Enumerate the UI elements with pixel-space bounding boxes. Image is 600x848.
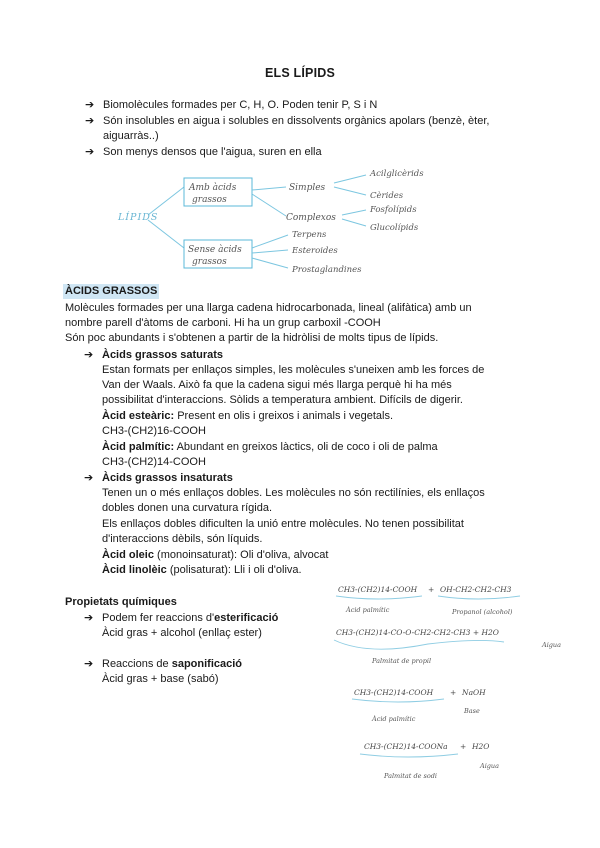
diagram-root: LÍPIDS — [118, 212, 159, 223]
acids-para-3: Són poc abundants i s'obtenen a partir de la hidròlisi de molts tipus de lípids. — [65, 332, 439, 344]
bullet-arrow-icon: ➔ — [84, 612, 94, 624]
s2-plus: + — [460, 742, 467, 751]
diagram-terpens: Terpens — [292, 230, 327, 240]
acids-para-1: Molècules formades per una llarga cadena hidrocarbonada, lineal (alifàtica) amb un — [65, 302, 472, 314]
diagram-line — [342, 219, 366, 226]
s2-water-label: Aigua — [480, 762, 499, 770]
insaturats-line-4: d'interaccions dèbils, són líquids. — [102, 533, 263, 545]
insaturats-line-3: Els enllaços dobles dificulten la unió entre molècules. No tenen possibilitat — [102, 518, 464, 530]
r1-label-left: Àcid palmític — [346, 606, 390, 614]
diagram-sense-2: grassos — [192, 257, 227, 267]
intro-bullet-3: Son menys densos que l'aigua, suren en ella — [103, 146, 322, 158]
saponificacio-pre: Reaccions de — [102, 658, 172, 670]
saponificacio-line — [102, 657, 242, 672]
s2-water: H2O — [472, 742, 490, 751]
estearic-label: Àcid esteàric: — [102, 410, 175, 422]
diagram-amb-2: grassos — [192, 195, 227, 205]
estearic-text: Present en olis i greixos i animals i vegetals. — [174, 410, 394, 422]
diagram-prostaglandines: Prostaglandines — [292, 265, 362, 275]
diagram-simples: Simples — [289, 183, 326, 193]
diagram-line — [252, 235, 288, 248]
intro-bullet-1: Biomolècules formades per C, H, O. Poden tenir P, S i N — [103, 99, 378, 111]
esterificacio-pre: Podem fer reaccions d' — [102, 612, 215, 624]
propietats-heading: Propietats químiques — [65, 596, 177, 608]
underline-stroke — [438, 596, 520, 599]
diagram-line — [252, 187, 286, 190]
r2-label: Palmitat de propil — [372, 657, 432, 665]
r1-label-right: Propanol (alcohol) — [452, 608, 513, 616]
insaturats-line-2: dobles donen una curvatura rígida. — [102, 502, 273, 514]
oleic-text: (monoinsaturat): Oli d'oliva, alvocat — [153, 549, 329, 561]
s1-formula: CH3-(CH2)14-COOH — [354, 688, 434, 697]
oleic-label: Àcid oleic — [102, 549, 154, 561]
bullet-arrow-icon: ➔ — [85, 99, 95, 111]
bullet-arrow-icon: ➔ — [84, 349, 94, 361]
acids-para-2: nombre parell d'àtoms de carboni. Hi ha un grup carboxil -COOH — [65, 317, 381, 329]
estearic-line — [102, 409, 393, 424]
diagram-line — [334, 175, 366, 183]
r2-water: Aigua — [542, 641, 561, 649]
r1-plus: + — [428, 585, 435, 594]
underline-stroke — [336, 596, 422, 599]
insaturats-heading: Àcids grassos insaturats — [102, 472, 233, 484]
underline-stroke — [360, 754, 458, 757]
saponificacio-bold: saponificació — [171, 658, 243, 670]
diagram-sense-1: Sense àcids — [188, 245, 242, 255]
r1-left: CH3-(CH2)14-COOH — [338, 585, 418, 594]
bullet-arrow-icon: ➔ — [84, 472, 94, 484]
r1-right: OH-CH2-CH2-CH3 — [440, 585, 512, 594]
diagram-line — [148, 187, 184, 215]
diagram-line — [252, 258, 288, 268]
insaturats-line-1: Tenen un o més enllaços dobles. Les molècules no són rectilínies, els enllaços — [102, 487, 485, 499]
estearic-formula: CH3-(CH2)16-COOH — [102, 425, 206, 437]
saturats-line-2: Van der Waals. Això fa que la cadena sigui més llarga perquè hi ha més — [102, 379, 452, 391]
bullet-arrow-icon: ➔ — [85, 115, 95, 127]
bullet-arrow-icon: ➔ — [84, 658, 94, 670]
linoleic-line — [102, 563, 302, 578]
diagram-line — [342, 210, 366, 215]
bullet-arrow-icon: ➔ — [85, 146, 95, 158]
saturats-heading: Àcids grassos saturats — [102, 349, 224, 361]
palmitic-text: Abundant en greixos làctics, oli de coco i oli de palma — [174, 441, 438, 453]
diagram-line — [334, 187, 366, 195]
diagram-line — [148, 220, 184, 248]
palmitic-formula: CH3-(CH2)14-COOH — [102, 456, 206, 468]
linoleic-label: Àcid linolèic — [102, 564, 167, 576]
s1-label: Àcid palmític — [372, 715, 416, 723]
diagram-acilglicerids: Acilglicèrids — [370, 169, 424, 179]
lipids-classification-diagram — [0, 160, 600, 285]
saponificacio-sub: Àcid gras + base (sabó) — [102, 673, 219, 685]
diagram-ceres: Cèrides — [370, 191, 404, 201]
handwritten-reactions — [328, 578, 600, 848]
underline-stroke — [334, 640, 504, 649]
diagram-esteroides: Esteroides — [292, 246, 338, 256]
diagram-glucolipids: Glucolípids — [370, 223, 419, 233]
r2-formula: CH3-(CH2)14-CO-O-CH2-CH2-CH3 + H2O — [336, 628, 499, 637]
s1-plus: + — [450, 688, 457, 697]
esterificacio-bold: esterificació — [214, 612, 279, 624]
palmitic-line — [102, 440, 438, 455]
section-heading-acids-grassos: ÀCIDS GRASSOS — [65, 285, 158, 297]
page-title: ELS LÍPIDS — [264, 66, 336, 80]
diagram-line — [252, 250, 288, 253]
diagram-amb-1: Amb àcids — [189, 183, 237, 193]
s1-base: NaOH — [462, 688, 486, 697]
oleic-line — [102, 548, 328, 563]
intro-bullet-2-cont: aiguarràs..) — [103, 130, 159, 142]
linoleic-text: (polisaturat): Lli i oli d'oliva. — [166, 564, 302, 576]
saturats-line-1: Estan formats per enllaços simples, les molècules s'uneixen amb les forces de — [102, 364, 485, 376]
s1-base-label: Base — [464, 707, 480, 715]
diagram-complexos: Complexos — [286, 213, 336, 223]
s2-label: Palmitat de sodi — [384, 772, 438, 780]
diagram-fosfolipids: Fosfolípids — [370, 205, 417, 215]
palmitic-label: Àcid palmític: — [102, 441, 175, 453]
s2-formula: CH3-(CH2)14-COONa — [364, 742, 448, 751]
esterificacio-sub: Àcid gras + alcohol (enllaç ester) — [102, 627, 262, 639]
esterificacio-line — [102, 611, 278, 626]
intro-bullet-2: Són insolubles en aigua i solubles en dissolvents orgànics apolars (benzè, èter, — [103, 115, 490, 127]
saturats-line-3: possibilitat d'interaccions. Sòlids a temperatura ambient. Difícils de digerir. — [102, 394, 463, 406]
underline-stroke — [352, 699, 444, 702]
diagram-line — [252, 194, 286, 216]
